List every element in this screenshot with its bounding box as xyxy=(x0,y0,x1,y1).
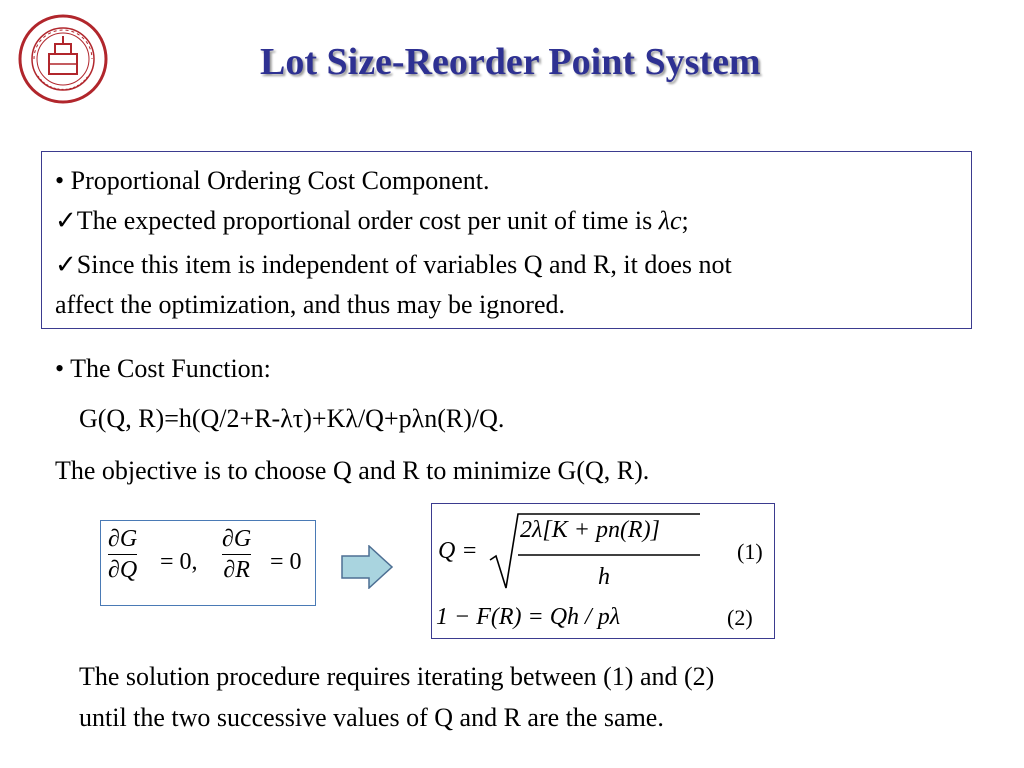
equals-zero-comma: = 0, xyxy=(160,549,198,575)
dQ-denominator: ∂Q xyxy=(108,557,138,584)
cost-function-formula: G(Q, R)=h(Q/2+R-λτ)+Kλ/Q+pλn(R)/Q. xyxy=(79,404,505,433)
conclusion-line1: The solution procedure requires iterating between (1) and (2) xyxy=(79,662,715,691)
equation-tag-1: (1) xyxy=(737,539,763,564)
fraction-dG-dR xyxy=(222,526,251,584)
semicolon: ; xyxy=(681,206,689,235)
reorder-equation: 1 − F(R) = Qh / pλ xyxy=(436,604,621,630)
equation-tag-2: (2) xyxy=(727,605,753,630)
check-independent-line1: ✓Since this item is independent of variables Q and R, it does not xyxy=(55,250,732,279)
right-arrow-icon xyxy=(341,545,393,589)
q-numerator: 2λ[K + pn(R)] xyxy=(520,517,660,543)
fraction-dG-dQ xyxy=(108,526,137,584)
objective-statement: The objective is to choose Q and R to minimize G(Q, R). xyxy=(55,456,650,485)
university-seal-icon xyxy=(18,14,108,104)
dG-numerator: ∂G xyxy=(108,526,138,552)
equals-zero: = 0 xyxy=(270,549,302,575)
cost-function-bullet: • The Cost Function: xyxy=(55,354,271,383)
check-independent-line2: affect the optimization, and thus may be ignored. xyxy=(55,290,565,319)
q-lhs: Q = xyxy=(438,538,478,564)
dG-numerator-2: ∂G xyxy=(222,526,252,552)
q-denominator: h xyxy=(598,564,610,590)
lambda-c-math: λc xyxy=(658,206,682,235)
dR-denominator: ∂R xyxy=(223,557,250,584)
page-title: Lot Size-Reorder Point System xyxy=(260,41,761,83)
bullet-proportional-cost: • Proportional Ordering Cost Component. xyxy=(55,166,490,195)
check-expected-cost xyxy=(55,208,689,234)
check-expected-cost-text: ✓The expected proportional order cost per unit of time is xyxy=(55,206,659,235)
conclusion-line2: until the two successive values of Q and R are the same. xyxy=(79,703,664,732)
